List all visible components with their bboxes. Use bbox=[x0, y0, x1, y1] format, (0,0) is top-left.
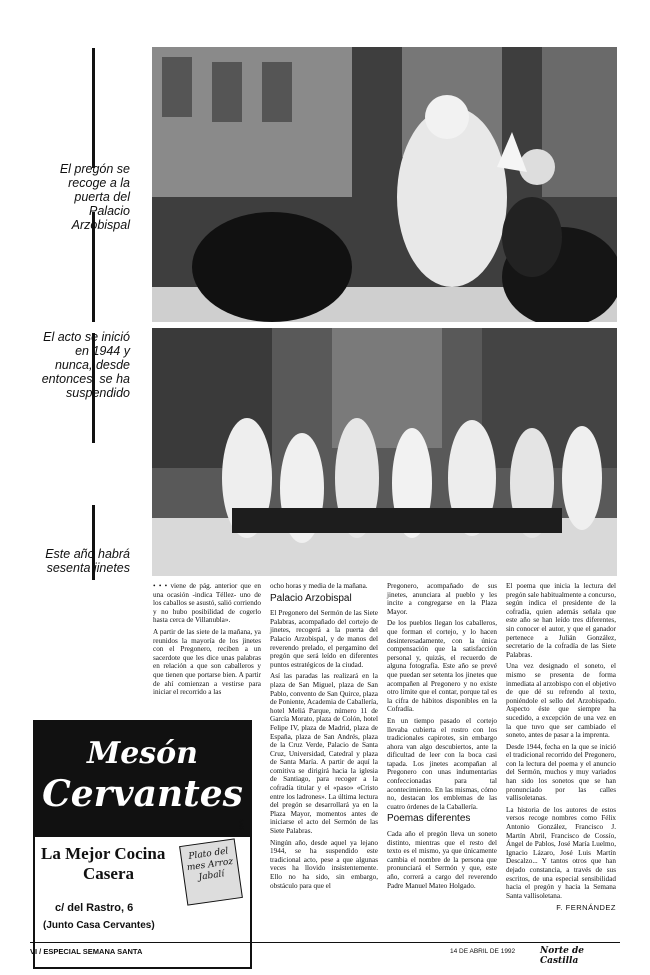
article-col2-p2: Así las paradas las realizará en la plaza de San Miguel, plaza de San Pablo, convento de San Quirce, plaza de Poniente, Academia de Caballería, hotel Meliá Parque, número 11 de García Morato, plaza de Colón, hotel Felipe IV, plaza de Madrid, plaza de España, plaza de San Andrés, plaza de la Cruz Verde, Palacio de Santa Cruz, Universidad, Catedral y plaza de Santa María. A partir de aquí la comitiva se dirigirá hacia la iglesia de Santiago, para recoger a la cofradía titular y el «paso» «Cristo entre los ladrones». La última lectura del pregón se desarrollará ya en la Plaza Mayor, momentos antes de iniciarse el acto del Sermón de las Siete Palabras. bbox=[270, 672, 378, 836]
article-column-1 bbox=[153, 582, 261, 700]
footer-brand: Norte de Castilla bbox=[540, 946, 585, 966]
footer-date: 14 DE ABRIL DE 1992 bbox=[450, 948, 516, 955]
article-col4-p3: Desde 1944, fecha en la que se inició el tradicional recorrido del Pregonero, con la lectura del poema y el anuncio del Sermón, muchos y muy variados han sido los sonetos que se han pronunciado por las calles vallisoletanas. bbox=[506, 742, 616, 803]
article-col4-p4: La historia de los autores de estos versos recoge nombres como Félix Antonio González, Francisco J. Martín Abril, Francisco de Cossío, Ángel de Pablos, José María Luelmo, Ignacio Lázaro, José Luis Martín Descalzo... Y tantos otros que han dejado constancia, a través de sus escritos, de una especial sensibilidad hacia el pregón y hacia la Semana Santa vallisoletana. bbox=[506, 805, 616, 900]
photo-top bbox=[152, 47, 617, 322]
ad-address-1: c/ del Rastro, 6 bbox=[55, 902, 134, 914]
ad-stamp-text: Plato del mes Arroz Jabalí bbox=[186, 846, 234, 883]
ad-address-2: (Junto Casa Cervantes) bbox=[43, 920, 155, 931]
ad-logo-line2: Cervantes bbox=[42, 773, 243, 815]
ad-stamp bbox=[179, 838, 243, 905]
caption-rule-1 bbox=[92, 48, 95, 168]
photo-middle bbox=[152, 328, 617, 576]
article-col4-p1: El poema que inicia la lectura del pregón sale habitualmente a concurso, según indica el presidente de la cofradía, quien además señala que este año se han leído tres diferentes, sin conocer el autor, y que el ganador pertenece a Julián González, secretario de la cofradía de las Siete Palabras. bbox=[506, 582, 616, 659]
caption-jinetes: Este año habrá sesenta jinetes bbox=[45, 547, 130, 575]
article-col3-p2: De los pueblos llegan los caballeros, que forman el cortejo, y lo hacen desinteresadamente, con la única compensación que la satisfacción personal y, quizás, el recuerdo de alguna fotografía. Este año se prevé que puedan ser setenta los jinetes que acompañen al Pregonero y no existe otro límite que el contar, porque tal es la cifra de hábitos disponibles en la Cofradía. bbox=[387, 619, 497, 714]
subhead-poemas-diferentes: Poemas diferentes bbox=[387, 813, 471, 825]
article-intro: • • • viene de pág. anterior que en una ocasión -indica Téllez- uno de los caballos se asustó, salió corriendo y no hubo posibilidad de cogerlo hasta cerca de Villanubla». bbox=[153, 582, 261, 625]
article-column-2 bbox=[270, 582, 378, 893]
ad-slogan-2: Casera bbox=[83, 864, 134, 883]
article-col2-p0: ocho horas y media de la mañana. bbox=[270, 582, 368, 590]
page-footer bbox=[30, 942, 620, 966]
article-col4-p2: Una vez designado el soneto, el mismo se presenta de forma inmediata al arzobispo con el objetivo de que dé su refrendo al texto, poniéndole el sello del Arzobispado. Aspecto éste que siempre ha sucedido, a excepción de una vez en la que tuvo que ser cambiado el soneto, antes de pasar a la imprenta. bbox=[506, 662, 616, 740]
article-col3-p1: Pregonero, acompañado de sus jinetes, anunciara al pueblo y les incite a congregarse en la Plaza Mayor. bbox=[387, 582, 497, 616]
meson-cervantes-ad bbox=[33, 720, 252, 969]
article-column-3 bbox=[387, 582, 497, 893]
ad-logo-block bbox=[35, 722, 250, 837]
ad-logo-line1: Mesón bbox=[86, 736, 198, 771]
article-col2-p1: El Pregonero del Sermón de las Siete Palabras, acompañado del cortejo de jinetes, recogerá a la puerta del Palacio Arzobispal, y de manos del reverendo prelado, el pergamino del pregón que será leído en diferentes puntos estratégicos de la ciudad. bbox=[270, 609, 378, 669]
article-col2-p3: Ningún año, desde aquel ya lejano 1944, se ha suspendido este tradicional acto, pese a que algunas veces ha llovido insistentemente. Ello no ha sido, sin embargo, obstáculo para que el bbox=[270, 838, 378, 890]
ad-slogan-1: La Mejor Cocina bbox=[41, 844, 166, 863]
footer-section: VI / ESPECIAL SEMANA SANTA bbox=[30, 947, 143, 956]
photo-top-image bbox=[152, 47, 617, 322]
article-col3-p4: Cada año el pregón lleva un soneto distinto, mientras que el resto del texto es el mismo, ya que únicamente cambia el nombre de la persona que pronunciará el Sermón y que, este año, correrá a cargo del reverendo Padre Manuel Mateo Holgado. bbox=[387, 830, 497, 890]
caption-1944: El acto se inició en 1944 y nunca, desde entonces, se ha suspendido bbox=[41, 330, 130, 400]
article-column-4 bbox=[506, 582, 616, 913]
article-signature: F. FERNÁNDEZ bbox=[556, 903, 616, 913]
caption-palacio: El pregón se recoge a la puerta del Palacio Arzobispal bbox=[59, 162, 130, 232]
article-col1-p1: A partir de las siete de la mañana, ya reunidos la mayoría de los jinetes con el Pregonero, reciben a un sacerdote que les dice unas palabras en relación a que son caballeros y que tienen que portarse bien. A partir de ahí comienzan a vestirse para iniciar el recorrido a las bbox=[153, 627, 261, 697]
subhead-palacio-arzobispal: Palacio Arzobispal bbox=[270, 592, 352, 604]
photo-middle-image bbox=[152, 328, 617, 576]
ad-side-label: SAIS bbox=[237, 819, 244, 831]
article-col3-p3: En un tiempo pasado el cortejo llevaba cubierta el rostro con los tradicionales capirotes, sin embargo ahora van algo descubiertos, ante la dificultad de leer con la boca casi tapada. Los jinetes acompañan al Pregonero con unas indumentarias confeccionadas para tal acontecimiento. En las mismas, cómo no, destacan los emblemas de las cuatro órdenes de la Caballería. bbox=[387, 716, 497, 811]
